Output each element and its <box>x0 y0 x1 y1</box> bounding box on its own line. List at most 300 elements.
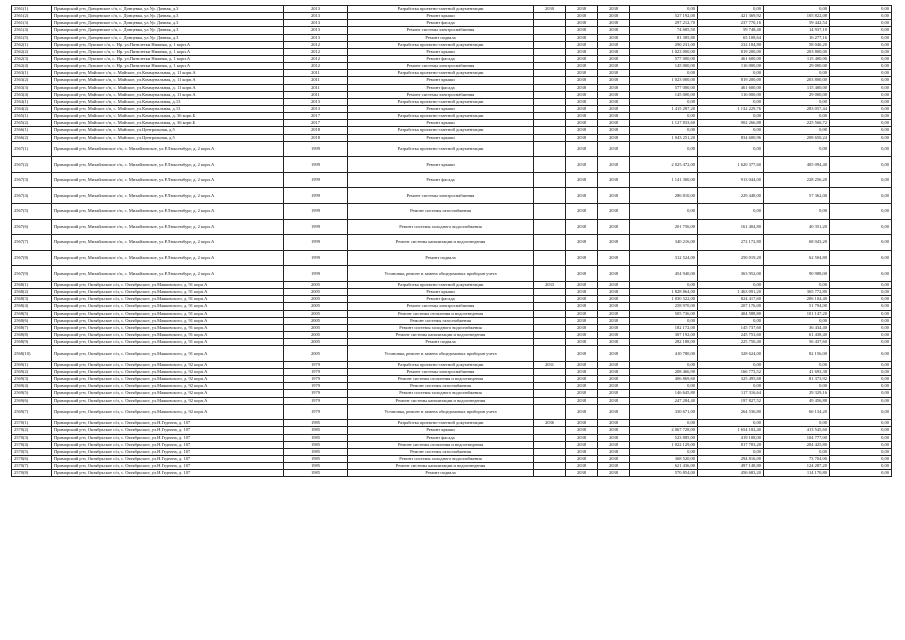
cell-year-plan: 2038 <box>566 235 598 251</box>
table-row <box>12 296 892 303</box>
table-row <box>12 188 892 204</box>
cell-cost-owners: 29 000,00 <box>764 63 830 70</box>
cell-cost-fund: 59 748,40 <box>698 27 764 34</box>
table-row <box>12 266 892 282</box>
cell-cost-other: 0,00 <box>830 369 892 376</box>
cell-work-type: Ремонт фасада <box>348 434 534 441</box>
cell-work-type: Разработка проектно-сметной документации <box>348 113 534 120</box>
cell-object-number: 2567(6) <box>12 219 52 235</box>
cell-cost-fund: 116 000,00 <box>698 63 764 70</box>
cell-year-end: 2038 <box>598 77 630 84</box>
cell-cost-other: 0,00 <box>830 404 892 420</box>
cell-cost-fund: 913 044,00 <box>698 172 764 188</box>
cell-cost-fund: 65 108,64 <box>698 34 764 41</box>
table-row <box>12 235 892 251</box>
cell-cost-other: 0,00 <box>830 289 892 296</box>
cell-object-number: 2561(5) <box>12 34 52 41</box>
cell-year: 2005 <box>284 324 348 331</box>
cell-cost-total: 1 141 300,00 <box>630 172 698 188</box>
cell-cost-owners: 49 456,88 <box>764 397 830 404</box>
cell-object-number: 2566(1) <box>12 127 52 134</box>
cell-work-type: Ремонт системы холодного водоснабжения <box>348 390 534 397</box>
cell-object-number: 2567(5) <box>12 204 52 220</box>
cell-object-number: 2565(1) <box>12 113 52 120</box>
cell-year: 1985 <box>284 420 348 427</box>
cell-cost-other: 0,00 <box>830 219 892 235</box>
cell-year-start <box>534 70 566 77</box>
cell-year-plan: 2038 <box>566 376 598 383</box>
cell-year: 2017 <box>284 120 348 127</box>
cell-year-plan: 2038 <box>566 332 598 339</box>
cell-cost-total: 0,00 <box>630 70 698 77</box>
cell-cost-owners: 40 351,20 <box>764 219 830 235</box>
cell-year-start <box>534 448 566 455</box>
cell-year-end: 2038 <box>598 383 630 390</box>
cell-cost-other: 0,00 <box>830 188 892 204</box>
cell-year-plan: 2038 <box>566 346 598 362</box>
cell-object-number: 2561(3) <box>12 20 52 27</box>
cell-year-end: 2038 <box>598 141 630 157</box>
cell-object-number: 2567(9) <box>12 266 52 282</box>
cell-cost-owners: 206 104,40 <box>764 296 830 303</box>
cell-year: 2005 <box>284 317 348 324</box>
cell-cost-total: 146 645,80 <box>630 390 698 397</box>
cell-year-start <box>534 235 566 251</box>
cell-object-number: 2567(4) <box>12 188 52 204</box>
cell-cost-owners: 66 134,20 <box>764 404 830 420</box>
cell-year: 1999 <box>284 219 348 235</box>
table-row <box>12 41 892 48</box>
cell-cost-other: 0,00 <box>830 70 892 77</box>
cell-cost-fund: 0,00 <box>698 6 764 13</box>
cell-work-type: Установка, ремонт и замена общедомовых приборов учета <box>348 404 534 420</box>
cell-object-number: 2569(5) <box>12 390 52 397</box>
cell-year: 1985 <box>284 470 348 477</box>
cell-cost-fund: 461 600,00 <box>698 84 764 91</box>
cell-work-type: Разработка проектно-сметной документации <box>348 70 534 77</box>
cell-cost-fund: 0,00 <box>698 448 764 455</box>
cell-cost-owners: 203 800,00 <box>764 48 830 55</box>
cell-object-number: 2568(4) <box>12 303 52 310</box>
cell-year-start <box>534 105 566 112</box>
cell-cost-owners: 0,00 <box>764 448 830 455</box>
cell-object-number: 2569(4) <box>12 383 52 390</box>
cell-cost-owners: 14 937,10 <box>764 27 830 34</box>
table-row <box>12 34 892 41</box>
cell-year-plan: 2038 <box>566 361 598 368</box>
cell-cost-total: 621 436,00 <box>630 463 698 470</box>
cell-year: 1985 <box>284 448 348 455</box>
cell-year-start <box>534 339 566 346</box>
cell-work-type: Ремонт системы газоснабжения <box>348 317 534 324</box>
cell-year-plan: 2038 <box>566 141 598 157</box>
cell-cost-other: 0,00 <box>830 266 892 282</box>
cell-cost-fund: 0,00 <box>698 127 764 134</box>
cell-address: Приморский р-н, Майское с/п, с. Майское, ул.Центральная, д.5 <box>52 134 284 141</box>
cell-object-number: 2563(4) <box>12 91 52 98</box>
cell-cost-other: 0,00 <box>830 456 892 463</box>
cell-year-end: 2038 <box>598 317 630 324</box>
cell-cost-owners: 0,00 <box>764 317 830 324</box>
cell-address: Приморский р-н, Октябрьское с/п, с. Октябрьское, ул.Маяковского, д. 91 корп.А <box>52 289 284 296</box>
cell-cost-fund: 461 600,00 <box>698 55 764 62</box>
cell-year-start <box>534 204 566 220</box>
cell-address: Приморский р-н, Лукское с/п, с. Нр. ул.Пятилетки Нижняя, д. 1 корп.А <box>52 63 284 70</box>
cell-cost-other: 0,00 <box>830 157 892 173</box>
table-row <box>12 141 892 157</box>
cell-cost-fund: 363 952,00 <box>698 266 764 282</box>
table-row <box>12 127 892 134</box>
cell-cost-other: 0,00 <box>830 41 892 48</box>
cell-year-plan: 2038 <box>566 296 598 303</box>
cell-year-plan: 2038 <box>566 134 598 141</box>
cell-year-plan: 2038 <box>566 27 598 34</box>
cell-address: Приморский р-н, Октябрьское с/п, с. Октябрьское, ул.Н.Гедеона, д. 107 <box>52 463 284 470</box>
cell-cost-total: 290 231,00 <box>630 41 698 48</box>
cell-address: Приморский р-н, Донцевское с/п, с. Донцевка, ул.Ур. Дачная, д.3 <box>52 20 284 27</box>
cell-year: 1979 <box>284 404 348 420</box>
cell-cost-other: 0,00 <box>830 324 892 331</box>
cell-cost-fund: 0,00 <box>698 317 764 324</box>
cell-year: 1979 <box>284 397 348 404</box>
table-row <box>12 105 892 112</box>
cell-year: 2013 <box>284 27 348 34</box>
cell-cost-total: 1 030 522,00 <box>630 296 698 303</box>
cell-cost-fund: 166 773,52 <box>698 369 764 376</box>
cell-cost-fund: 902 266,88 <box>698 120 764 127</box>
cell-cost-other: 0,00 <box>830 20 892 27</box>
cell-address: Приморский р-н, Октябрьское с/п, с. Октябрьское, ул.Маяковского, д. 92 корп.А <box>52 390 284 397</box>
cell-cost-total: 201 756,00 <box>630 219 698 235</box>
table-row <box>12 55 892 62</box>
cell-year-end: 2038 <box>598 34 630 41</box>
cell-work-type: Разработка проектно-сметной документации <box>348 420 534 427</box>
cell-object-number: 2569(6) <box>12 397 52 404</box>
table-row <box>12 91 892 98</box>
cell-cost-owners: 29 329,16 <box>764 390 830 397</box>
cell-year-start <box>534 134 566 141</box>
cell-year-plan: 2038 <box>566 282 598 289</box>
cell-cost-owners: 0,00 <box>764 282 830 289</box>
cell-year-plan: 2038 <box>566 383 598 390</box>
cell-cost-total: 297 212,70 <box>630 20 698 27</box>
cell-year: 2005 <box>284 296 348 303</box>
cell-year-end: 2038 <box>598 324 630 331</box>
cell-year-plan: 2038 <box>566 324 598 331</box>
cell-cost-owners: 115 400,00 <box>764 55 830 62</box>
cell-cost-owners: 57 362,00 <box>764 188 830 204</box>
cell-cost-total: 0,00 <box>630 98 698 105</box>
cell-address: Приморский р-н, Октябрьское с/п, с. Октябрьское, ул.Н.Гедеона, д. 107 <box>52 427 284 434</box>
table-row <box>12 120 892 127</box>
cell-year-plan: 2038 <box>566 188 598 204</box>
cell-cost-total: 0,00 <box>630 204 698 220</box>
cell-cost-total: 182 172,00 <box>630 324 698 331</box>
cell-cost-other: 0,00 <box>830 390 892 397</box>
cell-year-plan: 2038 <box>566 448 598 455</box>
cell-address: Приморский р-н, Майское с/п, с. Майское, ул.Коммунальная, д. 11 корп.А <box>52 77 284 84</box>
cell-year-end: 2038 <box>598 91 630 98</box>
cell-object-number: 2562(1) <box>12 41 52 48</box>
cell-year-end: 2038 <box>598 289 630 296</box>
table-row <box>12 113 892 120</box>
table-row <box>12 157 892 173</box>
cell-address: Приморский р-н, Октябрьское с/п, с. Октябрьское, ул.Маяковского, д. 91 корп.А <box>52 296 284 303</box>
cell-cost-other: 0,00 <box>830 310 892 317</box>
cell-object-number: 2562(2) <box>12 48 52 55</box>
cell-year-start <box>534 20 566 27</box>
table-row <box>12 339 892 346</box>
cell-cost-total: 1 023 000,00 <box>630 48 698 55</box>
cell-address: Приморский р-н, Майское с/п, с. Майское, ул.Коммунальная, д. 36 корп.Б <box>52 120 284 127</box>
cell-year: 1999 <box>284 157 348 173</box>
cell-year-end: 2038 <box>598 456 630 463</box>
cell-year: 2018 <box>284 127 348 134</box>
cell-address: Приморский р-н, Октябрьское с/п, с. Октябрьское, ул.Маяковского, д. 91 корп.А <box>52 346 284 362</box>
cell-cost-owners: 16 277,16 <box>764 34 830 41</box>
cell-cost-other: 0,00 <box>830 470 892 477</box>
cell-year-start <box>534 141 566 157</box>
cell-year-end: 2038 <box>598 113 630 120</box>
cell-year-plan: 2038 <box>566 48 598 55</box>
cell-year: 2018 <box>284 134 348 141</box>
cell-year: 2005 <box>284 282 348 289</box>
cell-year-start: 2033 <box>534 282 566 289</box>
cell-object-number: 2566(2) <box>12 134 52 141</box>
cell-address: Приморский р-н, Михайловское с/п, с. Михайловское, ул.Р.Люксембург, д. 2 корп.А <box>52 266 284 282</box>
cell-object-number: 2568(5) <box>12 310 52 317</box>
cell-year-start <box>534 434 566 441</box>
cell-cost-total: 247 284,40 <box>630 397 698 404</box>
cell-work-type: Ремонт системы газоснабжения <box>348 448 534 455</box>
cell-year-plan: 2038 <box>566 470 598 477</box>
cell-work-type: Ремонт крыши <box>348 105 534 112</box>
cell-year-end: 2038 <box>598 339 630 346</box>
cell-year-plan: 2038 <box>566 303 598 310</box>
cell-cost-owners: 0,00 <box>764 204 830 220</box>
cell-work-type: Разработка проектно-сметной документации <box>348 98 534 105</box>
cell-work-type: Ремонт подвала <box>348 34 534 41</box>
cell-cost-total: 527 192,00 <box>630 13 698 20</box>
cell-object-number: 2568(7) <box>12 324 52 331</box>
cell-address: Приморский р-н, Майское с/п, с. Майское, ул.Коммунальная, д. 11 корп.А <box>52 91 284 98</box>
cell-cost-owners: 0,00 <box>764 141 830 157</box>
cell-year-end: 2038 <box>598 63 630 70</box>
cell-year: 2012 <box>284 48 348 55</box>
cell-object-number: 2564(2) <box>12 105 52 112</box>
cell-cost-owners: 73 704,00 <box>764 456 830 463</box>
cell-year-plan: 2038 <box>566 420 598 427</box>
cell-cost-fund: 0,00 <box>698 204 764 220</box>
cell-address: Приморский р-н, Октябрьское с/п, с. Октябрьское, ул.Маяковского, д. 92 корп.А <box>52 369 284 376</box>
cell-address: Приморский р-н, Майское с/п, с. Майское, ул.Коммунальная, д.13 <box>52 105 284 112</box>
cell-cost-other: 0,00 <box>830 172 892 188</box>
cell-cost-owners: 0,00 <box>764 383 830 390</box>
cell-cost-fund: 0,00 <box>698 282 764 289</box>
cell-object-number: 2568(6) <box>12 317 52 324</box>
cell-object-number: 2567(2) <box>12 157 52 173</box>
cell-address: Приморский р-н, Михайловское с/п, с. Михайловское, ул.Р.Люксембург, д. 2 корп.А <box>52 235 284 251</box>
cell-cost-total: 454 940,00 <box>630 266 698 282</box>
cell-work-type: Ремонт фасада <box>348 20 534 27</box>
cell-year-plan: 2038 <box>566 55 598 62</box>
cell-cost-total: 2 067 728,00 <box>630 427 698 434</box>
cell-cost-owners: 0,00 <box>764 361 830 368</box>
cell-cost-total: 1 415 287,20 <box>630 105 698 112</box>
cell-work-type: Разработка проектно-сметной документации <box>348 141 534 157</box>
cell-work-type: Ремонт подвала <box>348 339 534 346</box>
cell-address: Приморский р-н, Лукское с/п, с. Нр. ул.Пятилетки Нижняя, д. 1 корп.А <box>52 41 284 48</box>
cell-cost-other: 0,00 <box>830 376 892 383</box>
cell-cost-total: 1 043 251,20 <box>630 134 698 141</box>
cell-address: Приморский р-н, Михайловское с/п, с. Михайловское, ул.Р.Люксембург, д. 2 корп.А <box>52 188 284 204</box>
cell-work-type: Ремонт системы электроснабжения <box>348 303 534 310</box>
cell-cost-owners: 405 094,40 <box>764 157 830 173</box>
cell-year-start <box>534 404 566 420</box>
cell-year: 1979 <box>284 376 348 383</box>
cell-year-plan: 2038 <box>566 120 598 127</box>
cell-year-end: 2038 <box>598 157 630 173</box>
cell-cost-other: 0,00 <box>830 98 892 105</box>
table-row <box>12 303 892 310</box>
cell-work-type: Разработка проектно-сметной документации <box>348 41 534 48</box>
cell-address: Приморский р-н, Октябрьское с/п, с. Октябрьское, ул.Маяковского, д. 91 корп.А <box>52 310 284 317</box>
cell-work-type: Ремонт системы холодного водоснабжения <box>348 456 534 463</box>
cell-year-start <box>534 346 566 362</box>
cell-address: Приморский р-н, Октябрьское с/п, с. Октябрьское, ул.Маяковского, д. 92 корп.А <box>52 397 284 404</box>
cell-address: Приморский р-н, Октябрьское с/п, с. Октябрьское, ул.Маяковского, д. 91 корп.А <box>52 282 284 289</box>
cell-object-number: 2564(1) <box>12 98 52 105</box>
cell-year-start <box>534 376 566 383</box>
cell-year-start <box>534 77 566 84</box>
cell-work-type: Ремонт системы отопления и водоотведения <box>348 376 534 383</box>
cell-cost-total: 570 854,00 <box>630 470 698 477</box>
cell-address: Приморский р-н, Михайловское с/п, с. Михайловское, ул.Р.Люксембург, д. 2 корп.А <box>52 172 284 188</box>
cell-year: 2005 <box>284 346 348 362</box>
cell-cost-total: 145 000,00 <box>630 63 698 70</box>
table-row <box>12 27 892 34</box>
table-row <box>12 204 892 220</box>
cell-address: Приморский р-н, Михайловское с/п, с. Михайловское, ул.Р.Люксембург, д. 2 корп.А <box>52 250 284 266</box>
cell-cost-other: 0,00 <box>830 141 892 157</box>
cell-year: 1979 <box>284 383 348 390</box>
cell-year-plan: 2038 <box>566 204 598 220</box>
cell-cost-other: 0,00 <box>830 303 892 310</box>
cell-year-start <box>534 332 566 339</box>
cell-cost-fund: 0,00 <box>698 141 764 157</box>
cell-work-type: Ремонт фасада <box>348 84 534 91</box>
cell-year-start <box>534 397 566 404</box>
cell-work-type: Ремонт системы канализации и водоотведения <box>348 235 534 251</box>
cell-year: 2013 <box>284 34 348 41</box>
cell-cost-fund: 819 200,00 <box>698 77 764 84</box>
cell-work-type: Установка, ремонт и замена общедомовых приборов учета <box>348 266 534 282</box>
cell-cost-total: 330 671,00 <box>630 404 698 420</box>
cell-cost-fund: 116 000,00 <box>698 91 764 98</box>
cell-address: Приморский р-н, Октябрьское с/п, с. Октябрьское, ул.Маяковского, д. 91 корп.А <box>52 332 284 339</box>
cell-cost-owners: 0,00 <box>764 98 830 105</box>
cell-object-number: 2563(1) <box>12 70 52 77</box>
cell-cost-other: 0,00 <box>830 113 892 120</box>
cell-work-type: Ремонт системы канализации и водоотведения <box>348 397 534 404</box>
table-row <box>12 383 892 390</box>
cell-cost-owners: 29 000,00 <box>764 91 830 98</box>
cell-cost-other: 0,00 <box>830 13 892 20</box>
cell-object-number: 2567(1) <box>12 141 52 157</box>
cell-work-type: Ремонт подвала <box>348 470 534 477</box>
cell-work-type: Ремонт крыши <box>348 289 534 296</box>
cell-cost-other: 0,00 <box>830 250 892 266</box>
cell-cost-other: 0,00 <box>830 361 892 368</box>
cell-year-start <box>534 317 566 324</box>
table-row <box>12 48 892 55</box>
cell-year-start <box>534 383 566 390</box>
cell-year: 1979 <box>284 369 348 376</box>
cell-year-plan: 2038 <box>566 91 598 98</box>
table-row <box>12 63 892 70</box>
cell-cost-total: 312 524,00 <box>630 250 698 266</box>
cell-cost-other: 0,00 <box>830 84 892 91</box>
cell-object-number: 2563(2) <box>12 77 52 84</box>
cell-year: 1985 <box>284 463 348 470</box>
cell-cost-owners: 365 772,80 <box>764 289 830 296</box>
cell-cost-other: 0,00 <box>830 434 892 441</box>
cell-cost-total: 505 736,00 <box>630 310 698 317</box>
cell-work-type: Разработка проектно-сметной документации <box>348 282 534 289</box>
cell-cost-total: 0,00 <box>630 6 698 13</box>
cell-work-type: Ремонт фасада <box>348 55 534 62</box>
cell-cost-owners: 41 693,38 <box>764 369 830 376</box>
cell-year-end: 2038 <box>598 397 630 404</box>
cell-address: Приморский р-н, Лукское с/п, с. Нр. ул.Пятилетки Нижняя, д. 1 корп.А <box>52 55 284 62</box>
cell-cost-owners: 104 777,00 <box>764 434 830 441</box>
cell-cost-other: 0,00 <box>830 34 892 41</box>
cell-year: 2012 <box>284 41 348 48</box>
table-row <box>12 376 892 383</box>
cell-year: 2005 <box>284 303 348 310</box>
cell-cost-fund: 1 463 091,20 <box>698 289 764 296</box>
cell-address: Приморский р-н, Октябрьское с/п, с. Октябрьское, ул.Маяковского, д. 91 корп.А <box>52 317 284 324</box>
cell-address: Приморский р-н, Октябрьское с/п, с. Октябрьское, ул.Маяковского, д. 91 корп.А <box>52 339 284 346</box>
table-row <box>12 98 892 105</box>
cell-cost-other: 0,00 <box>830 441 892 448</box>
table-row <box>12 404 892 420</box>
cell-object-number: 2570(3) <box>12 434 52 441</box>
cell-cost-fund: 232 184,80 <box>698 41 764 48</box>
cell-cost-fund: 419 108,00 <box>698 434 764 441</box>
cell-cost-other: 0,00 <box>830 105 892 112</box>
cell-cost-total: 1 828 864,00 <box>630 289 698 296</box>
cell-cost-other: 0,00 <box>830 6 892 13</box>
cell-work-type: Ремонт фасада <box>348 296 534 303</box>
cell-year-end: 2038 <box>598 448 630 455</box>
cell-cost-owners: 101 147,20 <box>764 310 830 317</box>
cell-year-end: 2038 <box>598 346 630 362</box>
cell-year: 2011 <box>284 91 348 98</box>
cell-cost-other: 0,00 <box>830 63 892 70</box>
cell-year-end: 2038 <box>598 120 630 127</box>
cell-cost-fund: 225 750,40 <box>698 339 764 346</box>
cell-address: Приморский р-н, Октябрьское с/п, с. Октябрьское, ул.Н.Гедеона, д. 107 <box>52 434 284 441</box>
cell-cost-total: 406 869,60 <box>630 376 698 383</box>
cell-object-number: 2568(9) <box>12 339 52 346</box>
table-row <box>12 219 892 235</box>
cell-year-end: 2038 <box>598 427 630 434</box>
cell-cost-owners: 62 504,80 <box>764 250 830 266</box>
cell-year-end: 2038 <box>598 235 630 251</box>
cell-work-type: Ремонт подвала <box>348 250 534 266</box>
cell-cost-total: 340 216,00 <box>630 235 698 251</box>
